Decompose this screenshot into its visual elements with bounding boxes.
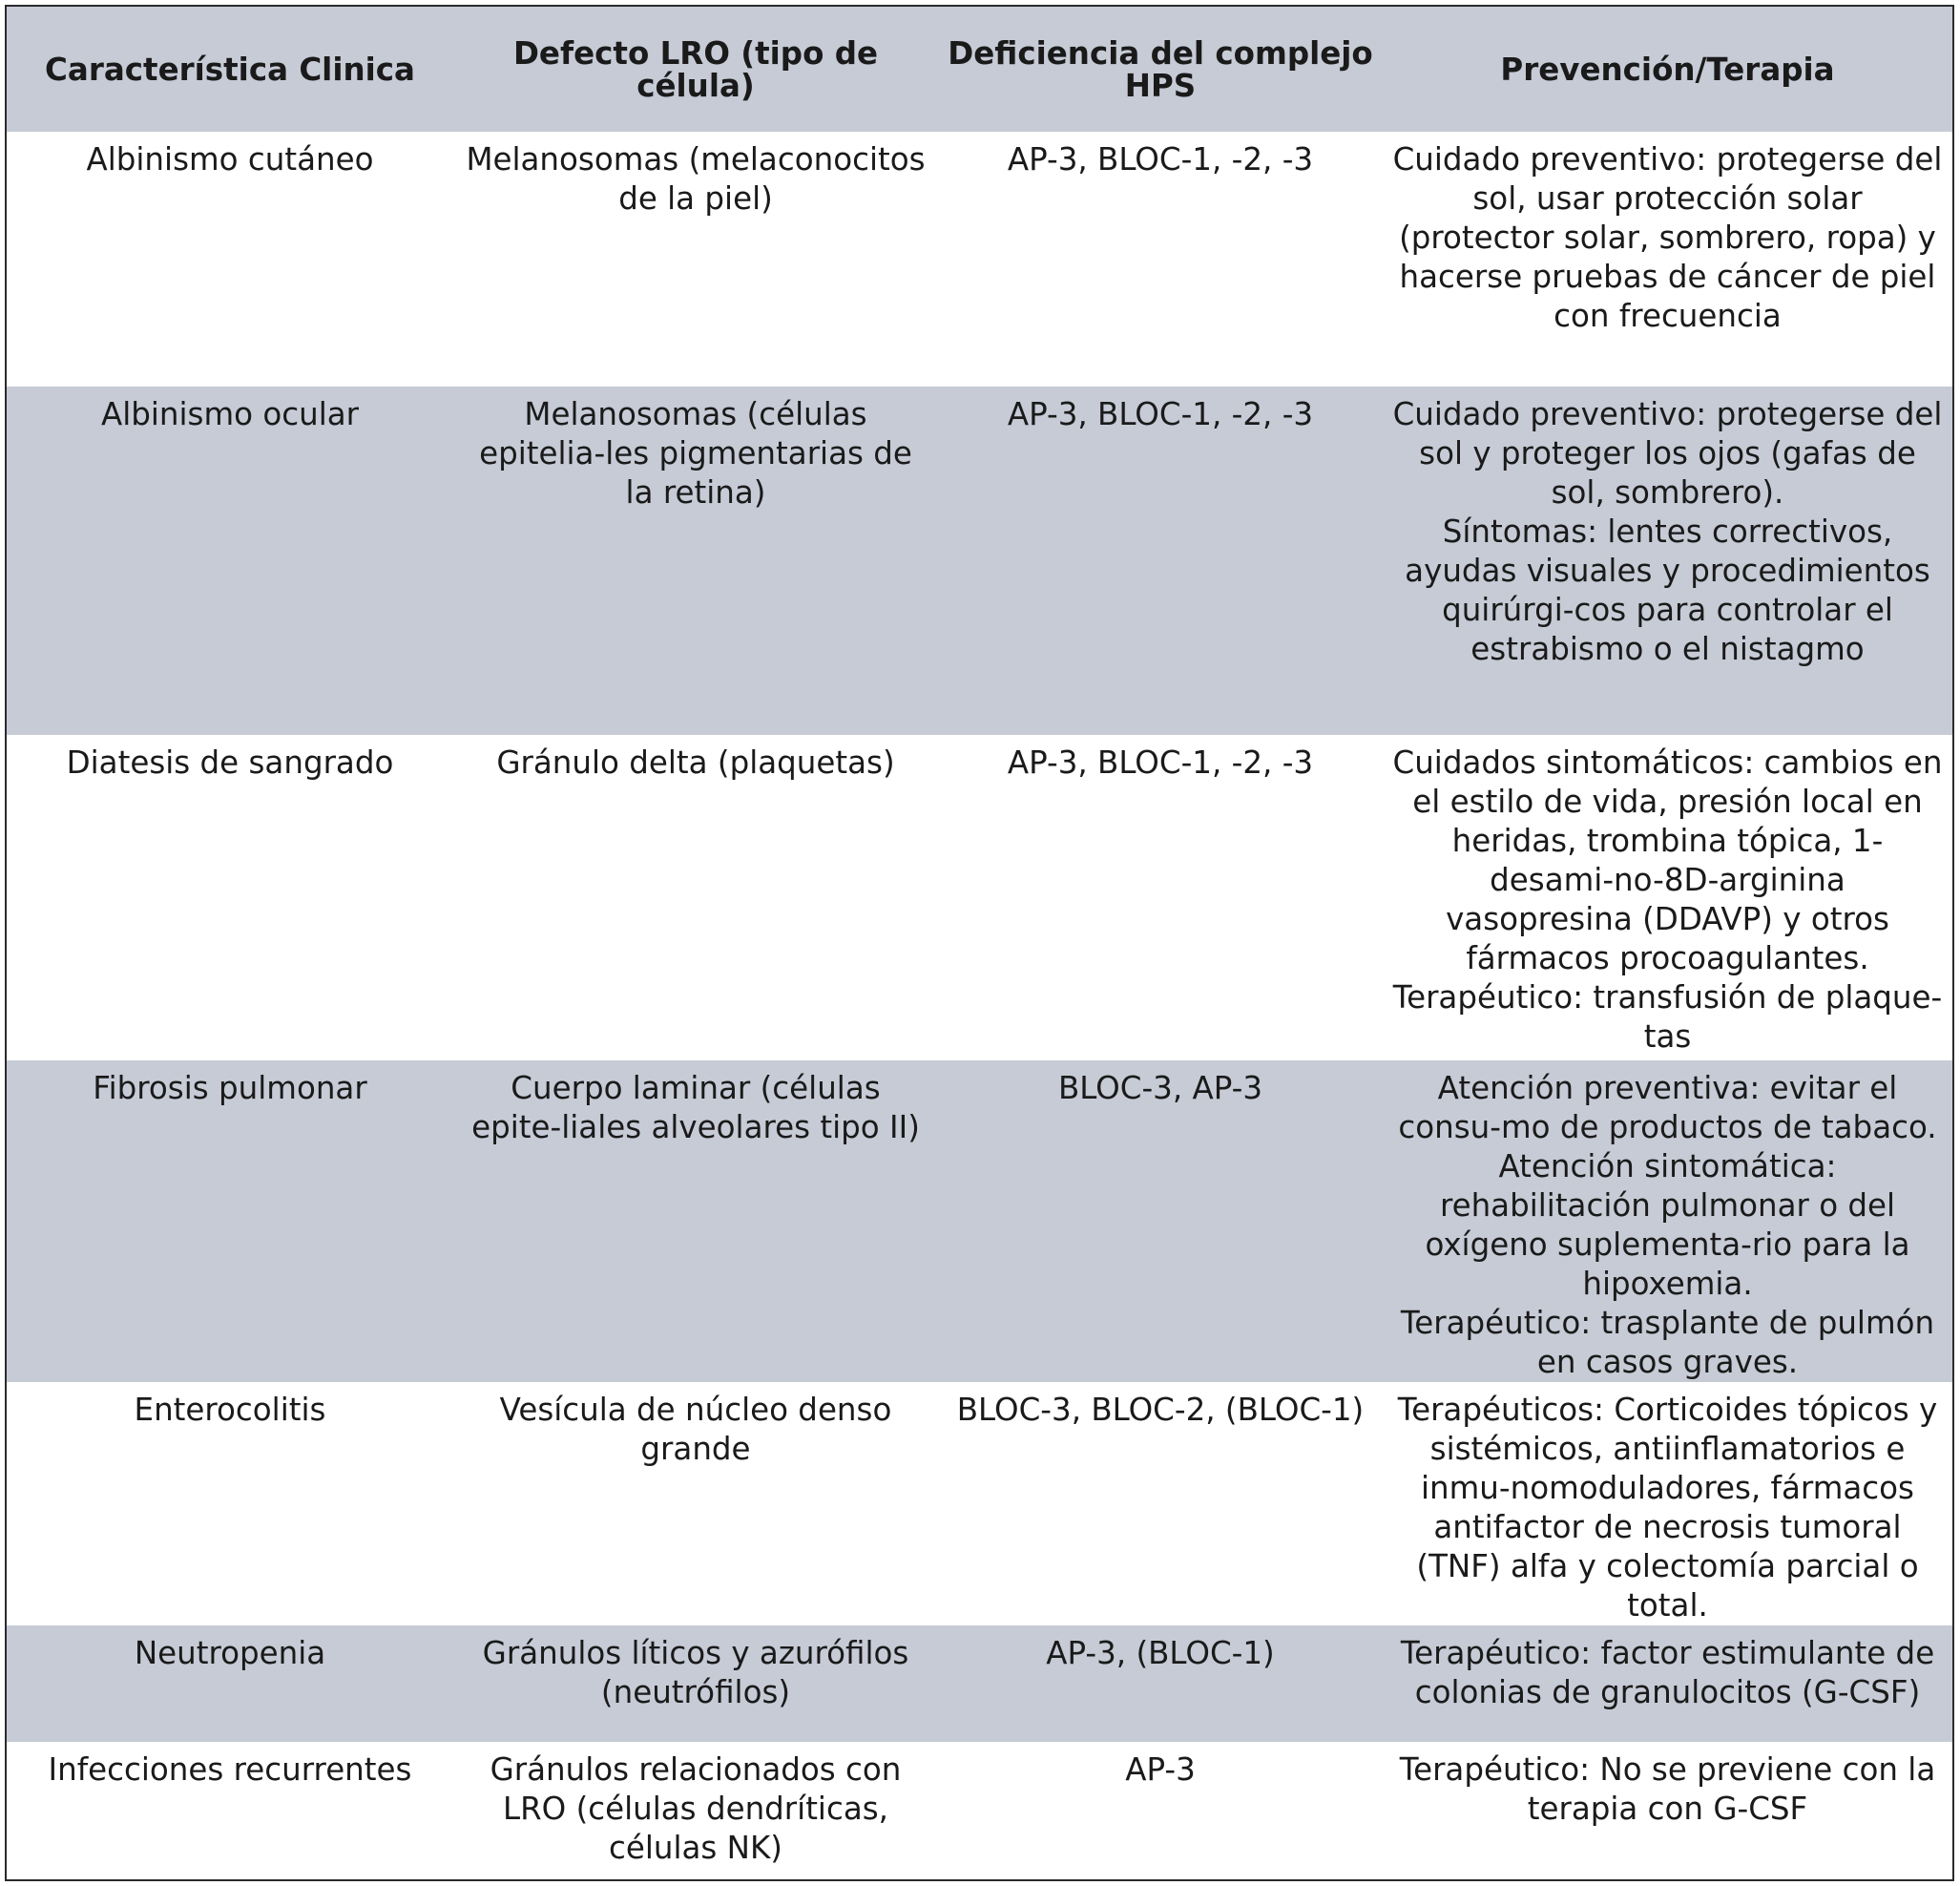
cell-defect: Gránulos relacionados con LRO (células dendríticas, células NK) <box>453 1742 938 1881</box>
cell-defect: Gránulo delta (plaquetas) <box>453 735 938 1060</box>
therapy-text: Terapéutico: trasplante de pulmón en casos graves. <box>1400 1305 1935 1380</box>
therapy-text: Cuidados sintomáticos: cambios en el estilo de vida, presión local en heridas, trombina tópica, 1-desami-no-8D-arginina vasopresina (DDAVP) y otros fármacos procoagulantes. <box>1392 744 1943 976</box>
cell-therapy <box>1383 1382 1952 1625</box>
therapy-text: Terapéutico: transfusión de plaque-tas <box>1392 979 1943 1055</box>
cell-therapy <box>1383 132 1952 387</box>
cell-complex: AP-3 <box>938 1742 1383 1881</box>
therapy-text: Cuidado preventivo: protegerse del sol y proteger los ojos (gafas de sol, sombrero). <box>1392 396 1943 511</box>
header-clinical-feature: Característica Clinica <box>7 7 453 132</box>
header-row <box>7 7 1952 132</box>
cell-feature: Fibrosis pulmonar <box>7 1060 453 1382</box>
therapy-text: Terapéutico: No se previene con la terapia con G-CSF <box>1399 1751 1936 1827</box>
cell-feature: Neutropenia <box>7 1625 453 1742</box>
table-row <box>7 387 1952 735</box>
cell-feature: Diatesis de sangrado <box>7 735 453 1060</box>
header-prevention-therapy: Prevención/Terapia <box>1383 7 1952 132</box>
table-header <box>7 7 1952 132</box>
cell-defect: Melanosomas (melaconocitos de la piel) <box>453 132 938 387</box>
cell-feature: Enterocolitis <box>7 1382 453 1625</box>
cell-complex: AP-3, (BLOC-1) <box>938 1625 1383 1742</box>
table-row <box>7 1742 1952 1881</box>
cell-complex: AP-3, BLOC-1, -2, -3 <box>938 735 1383 1060</box>
clinical-table <box>7 7 1952 1881</box>
table-frame <box>5 5 1954 1881</box>
cell-therapy <box>1383 1625 1952 1742</box>
cell-feature: Infecciones recurrentes <box>7 1742 453 1881</box>
table-body <box>7 132 1952 1881</box>
cell-feature: Albinismo ocular <box>7 387 453 735</box>
header-hps-complex: Deficiencia del complejo HPS <box>938 7 1383 132</box>
therapy-text: Terapéutico: factor estimulante de colonias de granulocitos (G-CSF) <box>1400 1635 1935 1710</box>
therapy-text: Atención preventiva: evitar el consu-mo de productos de tabaco. <box>1398 1070 1937 1145</box>
cell-therapy <box>1383 1060 1952 1382</box>
table-row <box>7 1382 1952 1625</box>
cell-defect: Vesícula de núcleo denso grande <box>453 1382 938 1625</box>
table-row <box>7 1060 1952 1382</box>
therapy-text: Terapéuticos: Corticoides tópicos y sistémicos, antiinflamatorios e inmu-nomoduladores, fármacos antifactor de necrosis tumoral (TNF) alfa y colectomía parcial o total. <box>1397 1392 1938 1624</box>
therapy-text: Síntomas: lentes correctivos, ayudas visuales y procedimientos quirúrgi-cos para controlar el estrabismo o el nistagmo <box>1405 513 1930 667</box>
cell-complex: AP-3, BLOC-1, -2, -3 <box>938 387 1383 735</box>
table-row <box>7 132 1952 387</box>
therapy-text: Atención sintomática: rehabilitación pulmonar o del oxígeno suplementa-rio para la hipoxemia. <box>1425 1148 1910 1302</box>
table-row <box>7 735 1952 1060</box>
cell-defect: Melanosomas (células epitelia-les pigmentarias de la retina) <box>453 387 938 735</box>
cell-therapy <box>1383 735 1952 1060</box>
cell-complex: AP-3, BLOC-1, -2, -3 <box>938 132 1383 387</box>
cell-feature: Albinismo cutáneo <box>7 132 453 387</box>
cell-defect: Gránulos líticos y azurófilos (neutrófilos) <box>453 1625 938 1742</box>
header-lro-defect: Defecto LRO (tipo de célula) <box>453 7 938 132</box>
therapy-text: Cuidado preventivo: protegerse del sol, usar protección solar (protector solar, sombrero, ropa) y hacerse pruebas de cáncer de piel con frecuencia <box>1392 141 1943 334</box>
cell-therapy <box>1383 1742 1952 1881</box>
cell-complex: BLOC-3, BLOC-2, (BLOC-1) <box>938 1382 1383 1625</box>
cell-complex: BLOC-3, AP-3 <box>938 1060 1383 1382</box>
cell-defect: Cuerpo laminar (células epite-liales alveolares tipo II) <box>453 1060 938 1382</box>
cell-therapy <box>1383 387 1952 735</box>
table-row <box>7 1625 1952 1742</box>
